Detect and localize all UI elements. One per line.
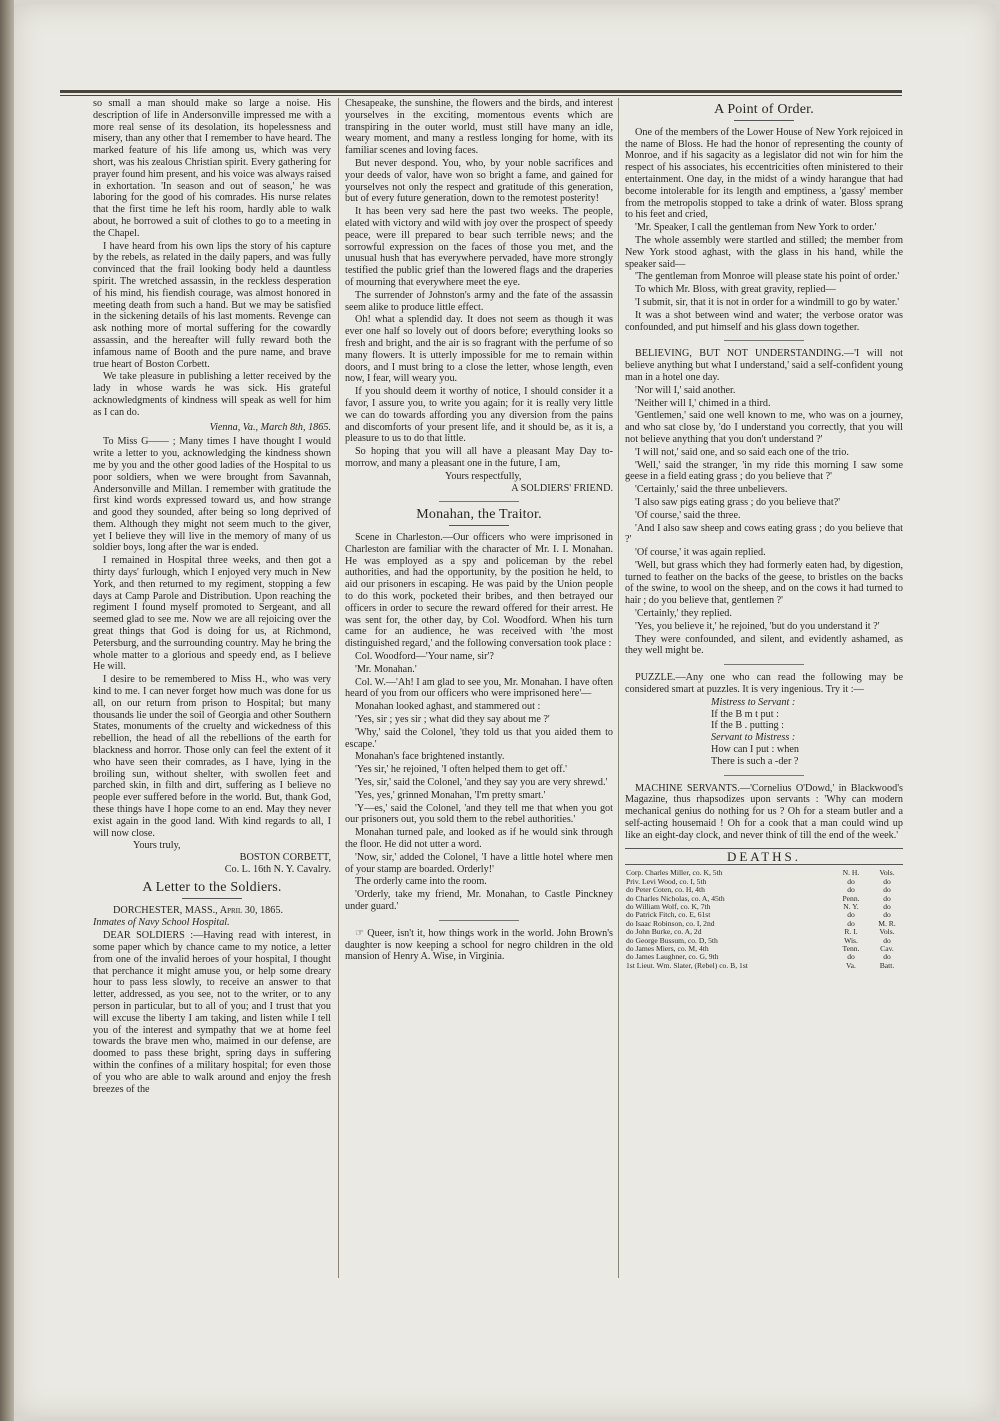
heading-underline [449, 525, 509, 526]
story-paragraph: 'Now, sir,' added the Colonel, 'I have a little hotel where men of your stamp are boarded. Orderly!' [345, 851, 613, 875]
queer-text: Queer, isn't it, how things work in the world. John Brown's daughter is now keeping a school for negro children in the old mansion of Henry A. Wise, in Virginia. [345, 927, 613, 963]
article-paragraph: 'The gentleman from Monroe will please state his point of order.' [635, 271, 900, 283]
believing-paragraph: 'Well, but grass which they had formerly eaten had, by digestion, turned to feather on the backs of the geese, to bristles on the backs of the swine, to wool on the sheep, and on the cows it had turned to hair ; do you believe that, gentlemen ?' [625, 559, 903, 607]
separator [724, 340, 804, 341]
death-name: Corp. Charles Miller, co. K, 5th [626, 868, 723, 878]
table-row [625, 962, 903, 970]
deaths-table [625, 869, 903, 970]
death-name: do Isaac Robinson, co. I, 2nd [626, 918, 715, 928]
separator [724, 664, 804, 665]
article-paragraph: We take pleasure in publishing a letter received by the lady in whose wards he was sick. His grateful acknowledgments of kindness will speak as well for him as I can do. [93, 371, 331, 418]
signature-closing: Yours respectfully, [445, 470, 522, 482]
death-unit: M. R. [878, 918, 896, 928]
letter-dateline: DORCHESTER, MASS., April 30, 1865. [113, 904, 283, 916]
letter-addressee: Inmates of Navy School Hospital. [93, 917, 230, 929]
machine-paragraph: MACHINE SERVANTS.—'Cornelius O'Dowd,' in Blackwood's Magazine, thus rhapsodizes upon servants : 'Why can modern mechanical genius do nothing for us ? Oh for a steam butler and a self-acting housemaid ! Oh for a cook that a man could wind up like an eight-day clock, and never think of till the end of the week.' [625, 782, 903, 841]
article-paragraph: One of the members of the Lower House of New York rejoiced in the name of Bloss. He had the honor of representing the county of Monroe, and if his sagacity as a legislator did not win for him the respect of his associates, his eccentricities often ministered to their entertainment. One day, in the midst of a windy harangue that had become intolerable for its length and emptiness, a 'gassy' member from the metropolis stopped to take a drink of water. Bloss sprang to his feet and cried, [625, 126, 903, 221]
letter-paragraph: DEAR SOLDIERS :—Having read with interest, in some paper which by chance came to my notice, a letter from one of the invalid heroes of your hospital, I thought that perchance it might amuse you, or help some dreary hour to pass less slowly, to receive an answer to that letter, addressed, as you see, not to the writer, or to any person in particular, but to all of you; and I trust that you will excuse the liberty I am taking, and listen while I tell you of the interest and sympathy that we at home feel towards the brave men who, maimed in our defense, are doomed to pass these bright, spring days in suffering within the confines of a military hospital; for even those of you who are able to walk around and enjoy the fresh breezes of the [93, 930, 331, 1095]
death-state: do [847, 876, 855, 886]
article-paragraph: Chesapeake, the sunshine, the flowers and the birds, and interest yourselves in the exciting, momentous events which are transpiring in the outer world, must still have many an idle, weary moment, and many a restless longing for home, with its familiar scenes and loving faces. [345, 98, 613, 157]
letter-signature [93, 840, 331, 875]
death-unit: Vols. [879, 868, 895, 878]
believing-paragraph: 'Certainly,' said the three unbelievers. [635, 484, 788, 496]
story-paragraph: 'Why,' said the Colonel, 'they told us that you aided them to escape.' [345, 726, 613, 750]
article-paragraph: Oh! what a splendid day. It does not seem as though it was ever one half so lovely out of doors before; everything looks so fresh and bright, and the air is so fragrant with the perfume of so many flowers. It is utterly impossible for me to remain within doors, and I must bring to a close the letter, whose length, even now, I fear, will weary you. [345, 314, 613, 385]
death-state: R. I. [844, 927, 858, 937]
story-paragraph: 'Yes, yes,' grinned Monahan, 'I'm pretty smart.' [355, 789, 546, 801]
column-divider-2 [618, 98, 619, 1278]
death-name: do John Burke, co. A, 2d [626, 927, 702, 937]
letter-paragraph: I remained in Hospital three weeks, and then got a thirty days' furlough, which I enjoyed very much in New York, and then returned to my regiment, stopping a few days at Camp Parole and Distribution. Upon reaching the regiment I found myself promoted to Sergeant, and all seemed glad to see me. Now we are all rejoicing over the great things that God is doing for us, at Richmond, Petersburg, and the surrounding country. May he bring the whole matter to a glorious and speedy end, as I believe He will. [93, 555, 331, 673]
believing-paragraph: 'Yes, you believe it,' he rejoined, 'but do you understand it ?' [635, 620, 880, 632]
believing-paragraph: 'Of course,' said the three. [635, 509, 741, 521]
top-rule-thin [60, 95, 902, 96]
letter-paragraph: I desire to be remembered to Miss H., who was very kind to me. I can never forget how much was done for us all, on our return from prison to Hospital; but many thousands lie under the soil of Georgia and other Southern States, monuments of the cruelty and wickedness of this rebellion, the head of all the rebellions of the earth for blackness and horror. Those only can feel the extent of it who have seen their comrades, as I have, lying in the broiling sun, without shelter, with swollen feet and parched skin, in filth and dirt, suffering as I believe no people ever suffered before in the world. But, thank God, these things have I hope come to an end. May they never exist again in the good land. With kind regards to all, I will now close. [93, 674, 331, 839]
death-name: do Peter Coten, co. H, 4th [626, 885, 705, 895]
believing-paragraph: 'I will not,' said one, and so said each one of the trio. [635, 446, 849, 458]
death-state: Va. [846, 960, 856, 970]
story-paragraph: 'Yes, sir ; yes sir ; what did they say about me ?' [355, 714, 550, 726]
death-unit: do [883, 885, 891, 895]
letter-date: Vienna, Va., March 8th, 1865. [209, 421, 331, 433]
believing-paragraph: 'Of course,' it was again replied. [635, 547, 766, 559]
story-paragraph: 'Yes, sir,' said the Colonel, 'and they say you are very shrewd.' [355, 777, 608, 789]
story-paragraph: Monahan's face brightened instantly. [355, 751, 505, 763]
believing-paragraph: They were confounded, and silent, and evidently ashamed, as they well might be. [625, 633, 903, 657]
top-rule [60, 90, 902, 93]
story-paragraph: 'Mr. Monahan.' [355, 663, 417, 675]
death-unit: do [883, 935, 891, 945]
article-paragraph: To which Mr. Bloss, with great gravity, replied— [635, 284, 836, 296]
heading-underline [182, 898, 242, 899]
death-name: do James Miers, co. M, 4th [626, 944, 709, 954]
story-paragraph: 'Orderly, take my friend, Mr. Monahan, to Castle Pinckney under guard.' [345, 889, 613, 912]
death-unit: Cav. [880, 944, 894, 954]
deaths-heading: DEATHS. [625, 848, 903, 866]
death-name: do Charles Nicholas, co. A, 45th [626, 893, 725, 903]
believing-paragraph: BELIEVING, BUT NOT UNDERSTANDING.—'I will not believe anything but what I understand,' said a self-confident young man in a hotel one day. [625, 348, 903, 383]
puzzle-line: Mistress to Servant : [711, 696, 796, 708]
death-state: do [847, 910, 855, 920]
letter-signature [345, 471, 613, 495]
signature-unit: Co. L. 16th N. Y. Cavalry. [224, 864, 331, 875]
death-name: do William Wolf, co. K, 7th [626, 902, 711, 912]
death-name: do George Bussum, co. D, 5th [626, 935, 718, 945]
puzzle-paragraph: PUZZLE.—Any one who can read the following may be considered smart at puzzles. It is very ingenious. Try it :— [625, 672, 903, 696]
story-paragraph: The orderly came into the room. [355, 876, 487, 888]
death-name: do Patrick Fitch, co. E, 61st [626, 910, 711, 920]
article-paragraph: The whole assembly were startled and stilled; the member from New York stood aghast, with the glass in his hand, while the speaker said— [625, 234, 903, 270]
signature-name: A SOLDIERS' FRIEND. [511, 482, 613, 494]
article-paragraph: 'I submit, sir, that it is not in order for a windmill to go by water.' [635, 296, 900, 308]
heading-point-of-order: A Point of Order. [714, 102, 814, 117]
article-paragraph: The surrender of Johnston's army and the fate of the assassin seem alike to produce little effect. [345, 289, 613, 313]
believing-paragraph: 'Well,' said the stranger, 'in my ride this morning I saw some geese in a field eating grass ; do you believe that ?' [625, 459, 903, 483]
death-name: Priv. Levi Wood, co. I, 5th [626, 876, 707, 886]
death-state: Tenn. [842, 944, 860, 954]
death-unit: do [883, 910, 891, 920]
article-paragraph: It has been very sad here the past two weeks. The people, elated with victory and wild with joy over the prospect of speedy peace, were ill prepared to bear such terrible news; and the sorrowful expression on the faces of those you met, and the unusual hush that has everywhere pervaded, have more strongly testified the public grief than the lowered flags and the draperies of mourning that everywhere meet the eye. [345, 206, 613, 288]
story-paragraph: Monahan looked aghast, and stammered out : [355, 701, 541, 713]
death-unit: Vols. [879, 927, 895, 937]
death-state: Wis. [844, 935, 858, 945]
column-3 [625, 98, 903, 1395]
letter-paragraph: To Miss G—— ; Many times I have thought I would write a letter to you, acknowledging the kindness shown me by you and the other good ladies of the Hospital to us poor soldiers, when we were brought from Savannah, Andersonville and Millan. I remember with gratitude the first kind words expressed toward us, and how strange and good they sounded, after being so long deprived of them. Although they might not seem much to the giver, yet I believe they will live in the memory of many of us soldier boys, long after the war is ended. [93, 436, 331, 554]
puzzle-line: If the B . putting : [711, 720, 785, 732]
heading-monahan: Monahan, the Traitor. [416, 507, 542, 523]
death-unit: Batt. [879, 960, 895, 970]
believing-paragraph: 'Gentlemen,' said one well known to me, who was on a journey, and who sat close by, 'do I understand you correctly, that you will not believe anything that you don't understand ?' [625, 410, 903, 445]
story-paragraph: Scene in Charleston.—Our officers who were imprisoned in Charleston are familiar with the character of Mr. I. I. Monahan. He was employed as a spy and policeman by the rebel authorities, and had the opportunity, by the position he held, to aid our prisoners in escaping. He was paid by the Union people to do this work, pocketed their bribes, and then betrayed our officers in order to secure the reward offered for their arrest. He was sent for, the other day, by Col. Woodford. When his turn came for an audience, he was received with 'the most distinguished regard,' and the following conversation took place : [345, 532, 613, 650]
column-2 [345, 98, 613, 1395]
article-paragraph: 'Mr. Speaker, I call the gentleman from New York to order.' [635, 222, 877, 234]
death-state: Penn. [842, 893, 860, 903]
believing-paragraph: 'I also saw pigs eating grass ; do you believe that?' [635, 496, 841, 508]
story-paragraph: 'Yes sir,' he rejoined, 'I often helped them to get off.' [355, 764, 567, 776]
page-spine [0, 0, 14, 1421]
death-name: do James Laughner, co. G, 9th [626, 952, 719, 962]
story-paragraph: Col. Woodford—'Your name, sir'? [355, 651, 494, 663]
column-1 [93, 98, 331, 1395]
story-paragraph: 'Y—es,' said the Colonel, 'and they tell me that when you got our prisoners out, you sold them to the rebel authorities.' [345, 802, 613, 826]
death-unit: do [883, 952, 891, 962]
believing-paragraph: 'Neither will I,' chimed in a third. [635, 397, 771, 409]
believing-paragraph: 'And I also saw sheep and cows eating grass ; do you believe that ?' [625, 522, 903, 546]
heading-letter-to-soldiers: A Letter to the Soldiers. [142, 879, 282, 895]
queer-paragraph [345, 928, 613, 963]
separator [439, 501, 519, 502]
believing-paragraph: 'Certainly,' they replied. [635, 608, 732, 620]
signature-closing: Yours truly, [133, 840, 181, 852]
article-paragraph: so small a man should make so large a noise. His description of life in Andersonville impressed me with a more real sense of its desolation, its hopelessness and misery, than any other that I remember to have heard. The marked feature of his life among us, which was very short, was his zealous Christian spirit. Every gathering for prayer found him present, and his voice was always raised in exhortation. 'In season and out of season,' he was laboring for the good of his comrades. His nurse relates that the first time he left his room, hardly able to walk about, he borrowed a suit of clothes to go to a meeting in the Chapel. [93, 98, 331, 239]
separator [439, 920, 519, 921]
death-state: N. Y. [843, 902, 859, 912]
death-unit: do [883, 876, 891, 886]
article-paragraph: So hoping that you will all have a pleasant May Day to-morrow, and many a pleasant one in the future, I am, [345, 446, 613, 469]
puzzle-line: Servant to Mistress : [711, 732, 796, 744]
death-state: do [847, 918, 855, 928]
separator [724, 775, 804, 776]
death-state: do [847, 952, 855, 962]
puzzle-line: How can I put : when [711, 744, 799, 756]
puzzle-line: There is such a -der ? [711, 755, 799, 767]
believing-paragraph: 'Nor will I,' said another. [635, 384, 736, 396]
death-state: N. H. [842, 868, 860, 878]
article-paragraph: I have heard from his own lips the story of his capture by the rebels, as related in the daily papers, and was fully convinced that the frail looking body held a dauntless spirit. The wretched assassin, in the reckless desperation of his mind, his fiendish courage, was almost honored in meeting death from such a hand. But we may be satisfied in the sickening details of his last moments. Revenge can ask nothing more of mortal suffering for the cowardly assassin, and the hereafter will fully reward both the infamous name of Booth and the pure name, and brave true heart of Boston Corbett. [93, 240, 331, 370]
signature-name: BOSTON CORBETT, [239, 852, 331, 864]
article-paragraph: If you should deem it worthy of notice, I should consider it a favor, I assure you, to write you again; for it is really very little we can do towards affording you any diversion from the pains and discomforts of your present life, and it should be, as it is, a pleasure to us to do that little. [345, 386, 613, 445]
story-paragraph: Col. W.—'Ah! I am glad to see you, Mr. Monahan. I have often heard of you from our officers who were imprisoned here'— [345, 676, 613, 700]
pointing-hand-icon: ☞ [355, 927, 368, 939]
article-paragraph: But never despond. You, who, by your noble sacrifices and your deeds of valor, have won so bright a fame, and gained for yourselves not only the respect and gratitude of this generation, but of every future generation, down to the remotest posterity! [345, 157, 613, 205]
column-divider-1 [338, 98, 339, 1278]
puzzle-line: If the B m t put : [711, 708, 779, 720]
death-unit: do [883, 893, 891, 903]
article-paragraph: It was a shot between wind and water; the verbose orator was confounded, and put himself and his glass down together. [625, 309, 903, 333]
death-unit: do [883, 902, 891, 912]
death-name: 1st Lieut. Wm. Slater, (Rebel) co. B, 1st [626, 960, 748, 970]
death-state: do [847, 885, 855, 895]
story-paragraph: Monahan turned pale, and looked as if he would sink through the floor. He did not utter a word. [345, 827, 613, 851]
heading-underline [734, 120, 794, 121]
